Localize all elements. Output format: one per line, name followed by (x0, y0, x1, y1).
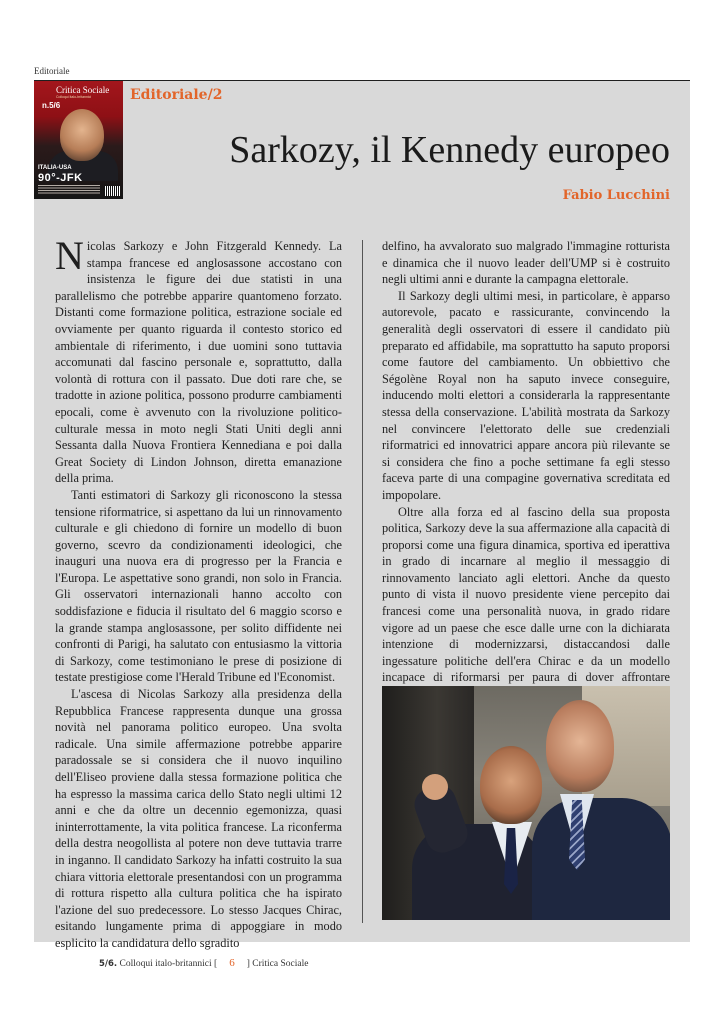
footer-magazine: Critica Sociale (252, 959, 309, 969)
cover-barcode-icon (104, 186, 120, 196)
photo-person-right-body (532, 798, 670, 920)
paragraph-4: delfino, ha avvalorato suo malgrado l'immagine rotturista e dinamica che il nuovo leader dell'UMP si è costruito negli ultimi anni e durante la campagna elettorale. (382, 239, 670, 287)
article-column-right (382, 238, 670, 703)
paragraph-1 (55, 233, 342, 487)
paragraph-5: Il Sarkozy degli ultimi mesi, in particolare, è apparso autorevole, pacato e rassicurante, convincendo la generalità degli osservatori di essere il candidato più preparato ed affidabile, ma soprattutto ha saputo proporsi come fautore del cambiamento. Un obbiettivo che Ségolène Royal non ha saputo invece conseguire, inducendo molti elettori a considerarla la rappresentante stessa della conservazione. L'abilità mostrata da Sarkozy nel convincere l'elettorato delle sue credenziali riformatrici ed innovatrici appare ancora più rilevante se si considera che fino a poche settimane fa egli stesso faceva parte di una compagine governativa screditata ed impopolare. (382, 288, 670, 502)
footer-bracket-open: [ (214, 959, 218, 969)
section-label: Editoriale (34, 66, 70, 76)
cover-headline-big: 90°-JFK (38, 172, 83, 184)
photo-person-left-hand (422, 774, 448, 800)
article-column-left (55, 233, 342, 952)
magazine-cover-image (34, 81, 123, 199)
article-photo (382, 686, 670, 920)
cover-subtitle: Colloqui italo-britannici (56, 95, 92, 99)
cover-issue: n.5/6 (42, 101, 61, 110)
footer-issue: 5/6. (99, 959, 118, 969)
dropcap: N (55, 233, 84, 278)
article-kicker: Editoriale/2 (130, 87, 223, 103)
page-footer (99, 957, 308, 969)
article-title: Sarkozy, il Kennedy europeo (229, 129, 670, 171)
page-number: 6 (229, 957, 235, 969)
paragraph-2: Tanti estimatori di Sarkozy gli riconoscono la stessa tensione riformatrice, si aspettano da lui un rinnovamento culturale e gli chiedono di fornire un modello di buon governo, scevro da condizionamenti ideologici, che inauguri una nuova era di progresso per la Francia e l'Europa. Le aspettative sono grandi, non solo in Francia. Gli osservatori internazionali hanno accolto con soddisfazione e fiducia il risultato del 6 maggio scorso e la grande stampa anglosassone, per solito diffidente nei confronti di Parigi, ha salutato con entusiasmo la vittoria di Sarkozy, come testimoniano le prese di posizione di testate prestigiose come l'Herald Tribune ed l'Economist. (55, 487, 342, 685)
paragraph-3: L'ascesa di Nicolas Sarkozy alla presidenza della Repubblica Francese rappresenta dunque una grossa novità nel panorama politico europeo. Una svolta radicale. Una simile affermazione potrebbe apparire paradossale se si considera che il nuovo inquilino dell'Eliseo proviene dalla stessa formazione politica che ha espresso la massima carica dello Stato negli ultimi 12 anni e che da oltre un decennio egemonizza, quasi ininterrottamente, la vita politica francese. La riconferma della destra neogollista al potere non deve tuttavia trarre in inganno. Il candidato Sarkozy ha infatti costruito la sua chiara vittoria elettorale presentandosi con un programma di rottura rispetto alla cultura politica che ha ispirato l'azione del suo predecessore. Lo stesso Jacques Chirac, esitando lungamente prima di appoggiare in modo esplicito la candidatura dello sgradito (55, 687, 342, 950)
footer-bracket-close: ] (246, 959, 250, 969)
article-author: Fabio Lucchini (562, 188, 670, 203)
column-divider (362, 240, 363, 923)
cover-title: Critica Sociale (56, 85, 110, 95)
photo-person-right-head (546, 700, 614, 792)
paragraph-1-text: icolas Sarkozy e John Fitzgerald Kennedy. La stampa francese ed anglosassone accostano con insistenza le figure dei due statisti in una parallelismo che potrebbe apparire quantomeno forzato. Distanti come formazione politica, estrazione sociale ed ovviamente per quanto riguarda il contesto storico ed ambientale di riferimento, i due uomini sono tuttavia accomunati dal fascino personale e, soprattutto, dalla volontà di rottura con il passato. Due doti rare che, se tradotte in azione politica, possono produrre cambiamenti epocali, come è avvenuto con la rivoluzione politico-culturale messa in moto negli Stati Uniti degli anni Sessanta dalla Nuova Frontiera Kennediana e poi dalla Great Society di Lindon Johnson, diretta emanazione della prima. (55, 239, 342, 486)
cover-text-lines (38, 185, 100, 195)
paragraph-6: Oltre alla forza ed al fascino della sua proposta politica, Sarkozy deve la sua affermazione alla capacità di proporsi come una figura dinamica, sportiva ed iperattiva in grado di incarnare al meglio il messaggio di rinnovamento lanciato agli elettori. Anche da questo punto di vista il nuovo presidente viene percepito dai francesi come una personalità nuova, in grado ridare vigore ad un paese che esce dalle urne con la dichiarata intenzione di modernizzarsi, distaccandosi dalle ingessature politiche dell'era Chirac e da un modello incapace di riformarsi per paura di dover affrontare (382, 504, 670, 685)
footer-series: Colloqui italo-britannici (119, 959, 212, 969)
cover-portrait-face (60, 109, 104, 161)
cover-headline-small: ITALIA-USA (38, 165, 72, 171)
photo-person-left-head (480, 746, 542, 824)
